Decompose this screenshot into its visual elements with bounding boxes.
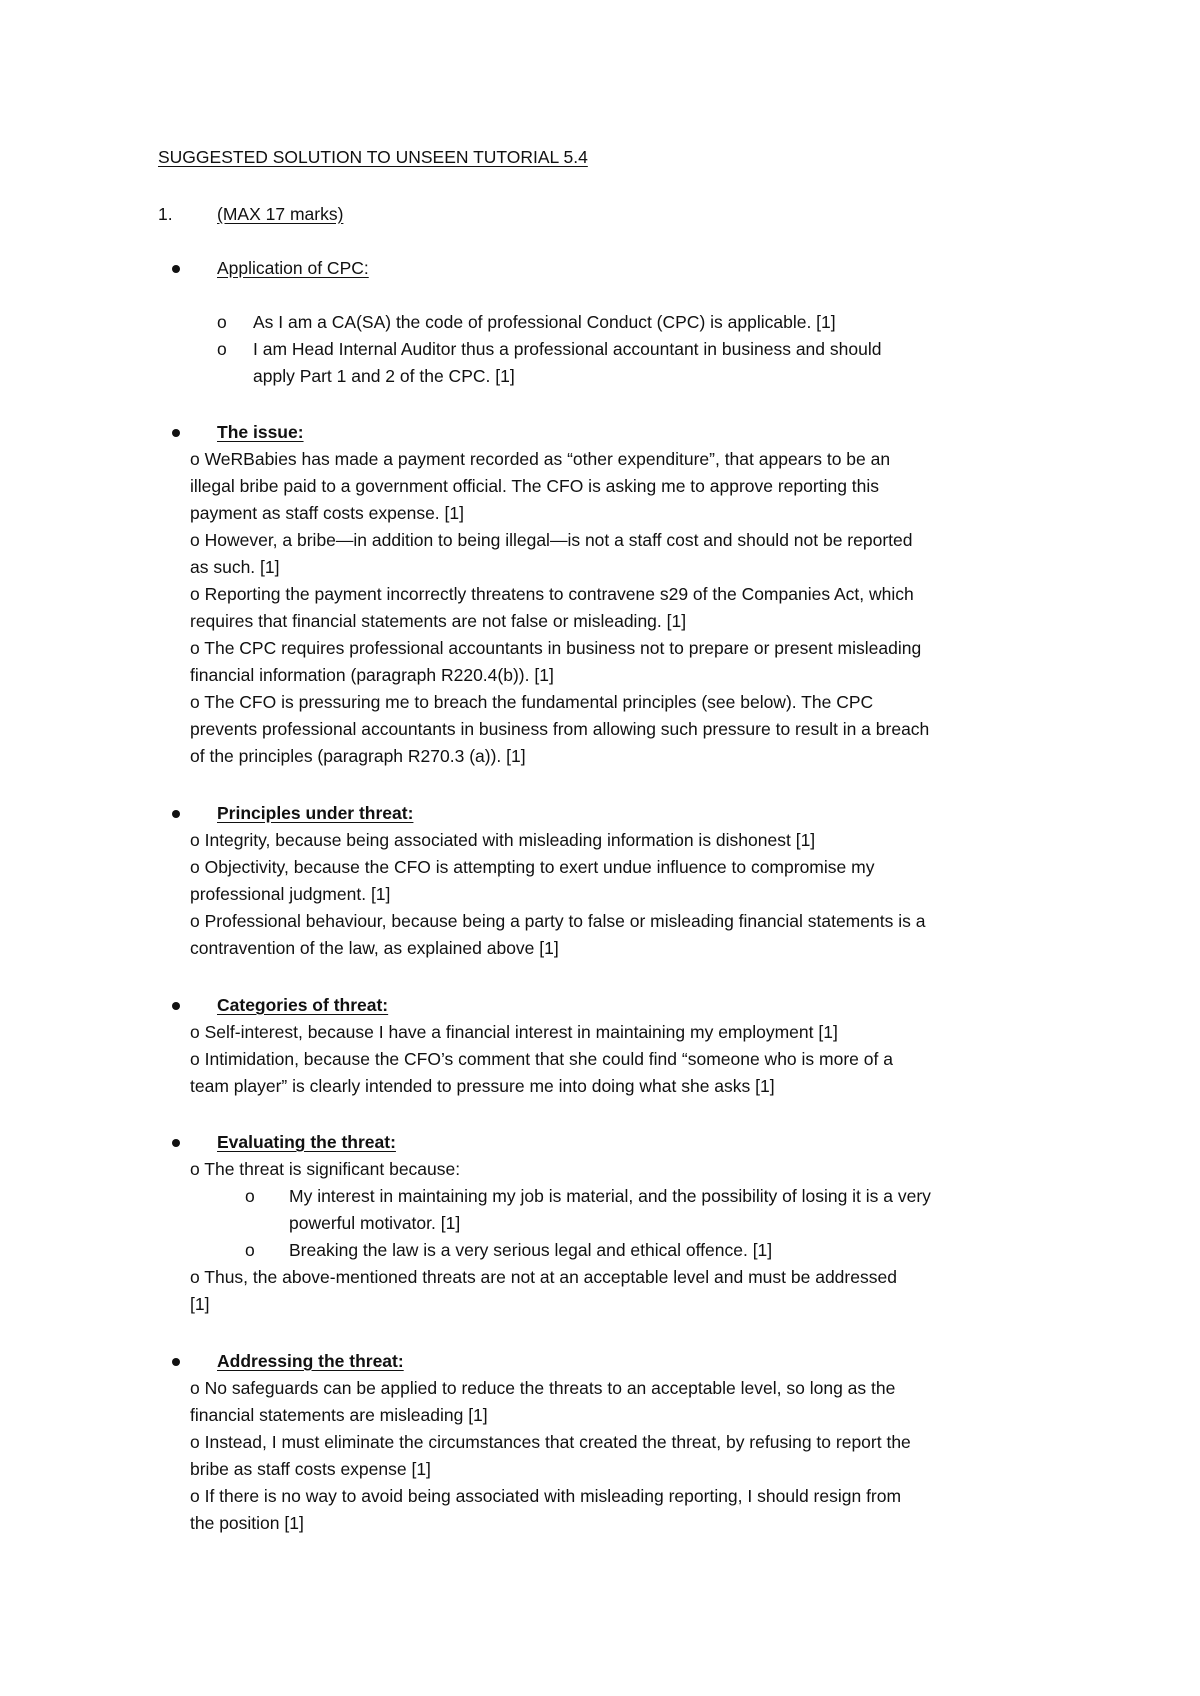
bullet-icon — [172, 1358, 180, 1366]
list-marker: o — [217, 339, 227, 359]
list-marker: o — [245, 1240, 255, 1260]
principles-line: o Objectivity, because the CFO is attempting to exert undue influence to compromise my — [190, 857, 875, 877]
issue-line: o Reporting the payment incorrectly threatens to contravene s29 of the Companies Act, which — [190, 584, 914, 604]
question-marks: (MAX 17 marks) — [217, 204, 344, 224]
issue-line: of the principles (paragraph R270.3 (a)). [1] — [190, 746, 526, 766]
section-heading-principles: Principles under threat: — [217, 803, 414, 823]
bullet-icon — [172, 810, 180, 818]
bullet-icon — [172, 1139, 180, 1147]
list-marker: o — [245, 1186, 255, 1206]
bullet-icon — [172, 1002, 180, 1010]
addressing-line: o No safeguards can be applied to reduce the threats to an acceptable level, so long as the — [190, 1378, 896, 1398]
evaluating-line: o Thus, the above-mentioned threats are not at an acceptable level and must be addressed — [190, 1267, 897, 1287]
section-heading-categories: Categories of threat: — [217, 995, 389, 1015]
issue-line: requires that financial statements are not false or misleading. [1] — [190, 611, 687, 631]
principles-line: o Integrity, because being associated with misleading information is dishonest [1] — [190, 830, 816, 850]
categories-line: o Intimidation, because the CFO’s comment that she could find “someone who is more of a — [190, 1049, 893, 1069]
section-heading-application: Application of CPC: — [217, 258, 369, 278]
application-line: I am Head Internal Auditor thus a professional accountant in business and should — [253, 339, 882, 359]
evaluating-intro: o The threat is significant because: — [190, 1159, 461, 1179]
issue-line: as such. [1] — [190, 557, 280, 577]
addressing-line: financial statements are misleading [1] — [190, 1405, 488, 1425]
addressing-line: the position [1] — [190, 1513, 304, 1533]
bullet-icon — [172, 265, 180, 273]
categories-line: team player” is clearly intended to pressure me into doing what she asks [1] — [190, 1076, 775, 1096]
issue-line: o However, a bribe—in addition to being illegal—is not a staff cost and should not be reported — [190, 530, 913, 550]
issue-line: payment as staff costs expense. [1] — [190, 503, 464, 523]
section-heading-issue: The issue: — [217, 422, 304, 442]
list-marker: o — [217, 312, 227, 332]
question-number: 1. — [158, 204, 173, 224]
evaluating-nested-line: Breaking the law is a very serious legal and ethical offence. [1] — [289, 1240, 773, 1260]
evaluating-nested-line: My interest in maintaining my job is material, and the possibility of losing it is a very — [289, 1186, 931, 1206]
addressing-line: o Instead, I must eliminate the circumstances that created the threat, by refusing to report the — [190, 1432, 911, 1452]
section-heading-evaluating: Evaluating the threat: — [217, 1132, 396, 1152]
principles-line: contravention of the law, as explained above [1] — [190, 938, 559, 958]
addressing-line: bribe as staff costs expense [1] — [190, 1459, 431, 1479]
issue-line: o The CPC requires professional accountants in business not to prepare or present misleading — [190, 638, 922, 658]
principles-line: o Professional behaviour, because being a party to false or misleading financial statements is a — [190, 911, 926, 931]
application-line: As I am a CA(SA) the code of professional Conduct (CPC) is applicable. [1] — [253, 312, 836, 332]
principles-line: professional judgment. [1] — [190, 884, 391, 904]
evaluating-line: [1] — [190, 1294, 210, 1314]
application-line: apply Part 1 and 2 of the CPC. [1] — [253, 366, 515, 386]
document-title: SUGGESTED SOLUTION TO UNSEEN TUTORIAL 5.4 — [158, 147, 588, 167]
bullet-icon — [172, 429, 180, 437]
evaluating-nested-line: powerful motivator. [1] — [289, 1213, 461, 1233]
issue-line: financial information (paragraph R220.4(b)). [1] — [190, 665, 554, 685]
issue-line: o The CFO is pressuring me to breach the fundamental principles (see below). The CPC — [190, 692, 874, 712]
addressing-line: o If there is no way to avoid being associated with misleading reporting, I should resign from — [190, 1486, 902, 1506]
issue-line: illegal bribe paid to a government official. The CFO is asking me to approve reporting this — [190, 476, 880, 496]
issue-line: prevents professional accountants in business from allowing such pressure to result in a breach — [190, 719, 930, 739]
section-heading-addressing: Addressing the threat: — [217, 1351, 404, 1371]
categories-line: o Self-interest, because I have a financial interest in maintaining my employment [1] — [190, 1022, 838, 1042]
issue-line: o WeRBabies has made a payment recorded as “other expenditure”, that appears to be an — [190, 449, 891, 469]
